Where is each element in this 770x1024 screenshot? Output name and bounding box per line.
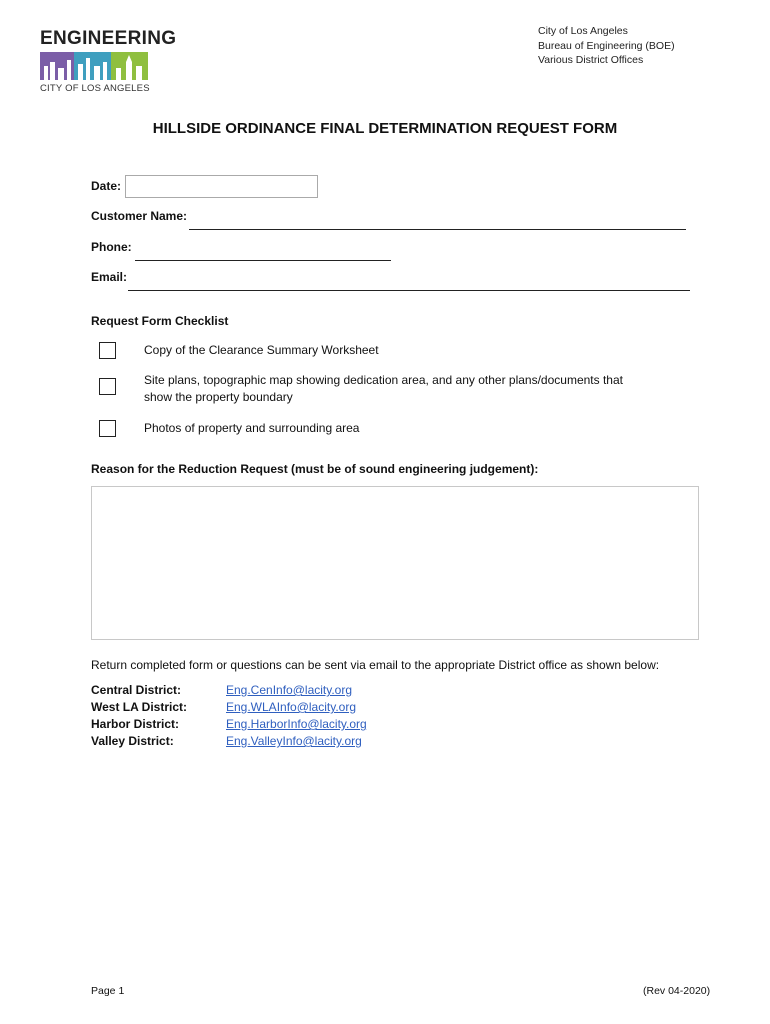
phone-label: Phone: bbox=[91, 240, 132, 254]
email-field[interactable] bbox=[128, 289, 690, 291]
email-link-valley[interactable]: Eng.ValleyInfo@lacity.org bbox=[226, 734, 362, 748]
district-list bbox=[91, 682, 187, 750]
revision-date: (Rev 04-2020) bbox=[643, 985, 711, 997]
checkbox-site-plans[interactable] bbox=[99, 378, 116, 395]
email-link-central[interactable]: Eng.CenInfo@lacity.org bbox=[226, 683, 353, 697]
checkbox-photos[interactable] bbox=[99, 420, 116, 437]
reason-heading: Reason for the Reduction Request (must be of sound engineering judgement): bbox=[91, 462, 539, 476]
district-name-central: Central District: bbox=[91, 683, 182, 697]
phone-field[interactable] bbox=[135, 259, 391, 261]
date-input[interactable] bbox=[125, 175, 318, 198]
district-name-westla: West LA District: bbox=[91, 700, 188, 714]
checklist-item-2 bbox=[144, 372, 623, 406]
email-link-westla[interactable]: Eng.WLAInfo@lacity.org bbox=[226, 700, 357, 714]
district-email-list bbox=[226, 682, 367, 750]
checklist-item-text-cont: show the property boundary bbox=[144, 390, 293, 404]
page-number: Page 1 bbox=[91, 985, 125, 997]
org-line-bureau: Bureau of Engineering (BOE) bbox=[538, 39, 675, 52]
email-link-harbor[interactable]: Eng.HarborInfo@lacity.org bbox=[226, 717, 367, 731]
org-info bbox=[538, 24, 675, 68]
checklist-item-text: Photos of property and surrounding area bbox=[144, 421, 360, 435]
checklist-item-text: Copy of the Clearance Summary Worksheet bbox=[144, 343, 379, 357]
org-line-city: City of Los Angeles bbox=[538, 25, 628, 37]
customer-name-label: Customer Name: bbox=[91, 209, 188, 223]
district-name-valley: Valley District: bbox=[91, 734, 174, 748]
return-instructions: Return completed form or questions can be sent via email to the appropriate District office as shown below: bbox=[91, 658, 660, 672]
email-label: Email: bbox=[91, 270, 128, 284]
date-label: Date: bbox=[91, 179, 122, 193]
checklist-item-1 bbox=[144, 342, 379, 359]
org-line-offices: Various District Offices bbox=[538, 54, 644, 66]
logo-subtitle: CITY OF LOS ANGELES bbox=[40, 83, 150, 94]
city-skyline-logo bbox=[40, 52, 148, 80]
checklist-item-3 bbox=[144, 420, 359, 437]
logo-title: ENGINEERING bbox=[40, 28, 177, 49]
form-title: HILLSIDE ORDINANCE FINAL DETERMINATION REQUEST FORM bbox=[152, 120, 618, 137]
checklist-item-text: Site plans, topographic map showing dedication area, and any other plans/documents that bbox=[144, 373, 623, 387]
district-name-harbor: Harbor District: bbox=[91, 717, 180, 731]
checkbox-clearance-worksheet[interactable] bbox=[99, 342, 116, 359]
customer-name-field[interactable] bbox=[189, 228, 686, 230]
reason-textarea[interactable] bbox=[91, 486, 699, 640]
checklist-heading: Request Form Checklist bbox=[91, 314, 229, 328]
